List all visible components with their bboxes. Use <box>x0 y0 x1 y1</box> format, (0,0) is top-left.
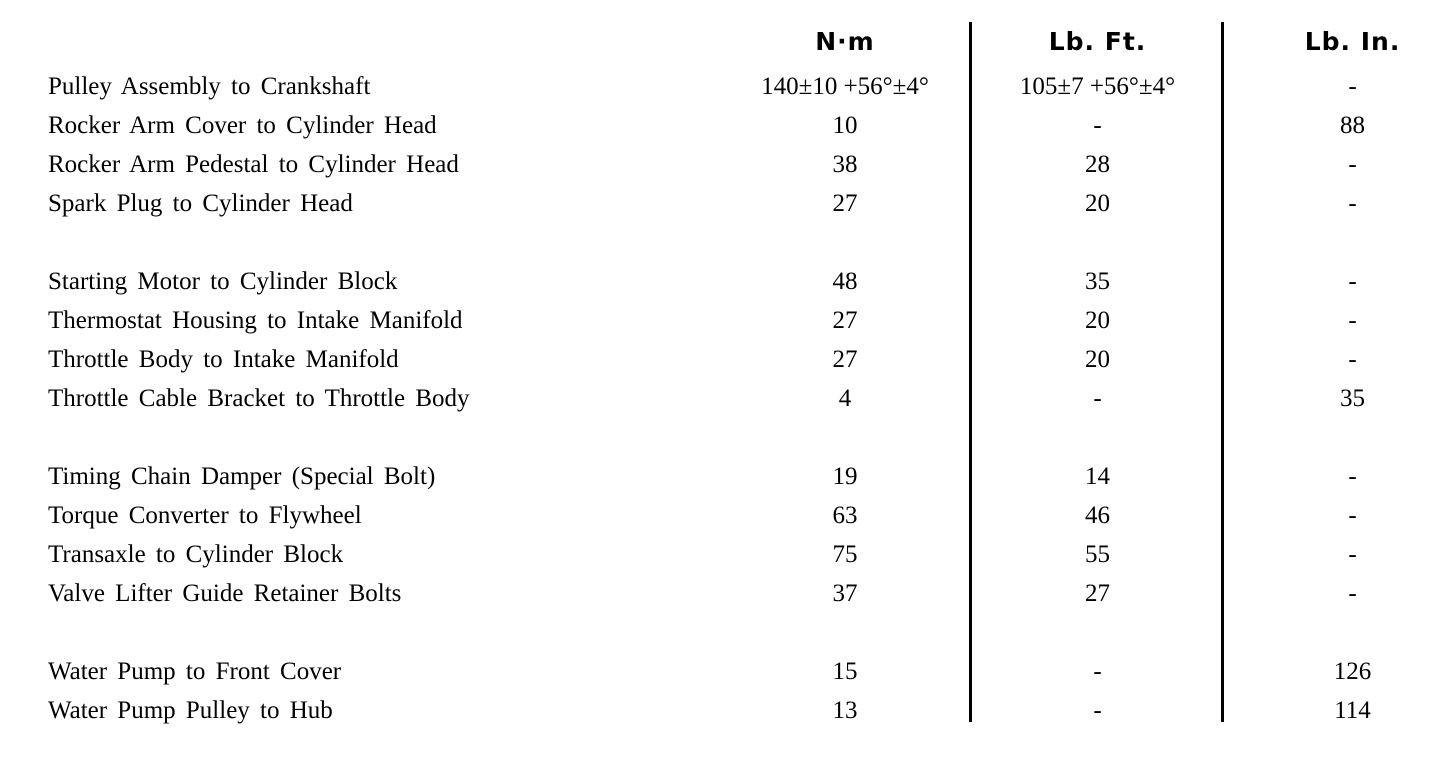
table-row <box>0 67 1456 106</box>
row-description: Valve Lifter Guide Retainer Bolts <box>48 580 402 607</box>
value-lbin: - <box>1348 463 1357 490</box>
row-description: Timing Chain Damper (Special Bolt) <box>48 463 436 490</box>
value-lbin: - <box>1348 541 1357 568</box>
value-nm: 37 <box>832 580 858 607</box>
torque-table <box>0 67 1456 730</box>
value-lbft: - <box>1093 697 1102 724</box>
value-lbft: 28 <box>1085 151 1110 178</box>
table-row <box>0 145 1456 184</box>
table-row <box>0 301 1456 340</box>
table-row <box>0 184 1456 223</box>
row-description: Throttle Body to Intake Manifold <box>48 346 399 373</box>
value-nm: 13 <box>832 697 858 724</box>
value-lbft: 20 <box>1085 346 1110 373</box>
value-nm: 140±10 +56°±4° <box>761 73 929 100</box>
group-spacer <box>0 418 1456 457</box>
value-lbft: 55 <box>1085 541 1110 568</box>
value-nm: 19 <box>832 463 858 490</box>
value-lbft: 20 <box>1085 190 1110 217</box>
header-lbin: Lb. In. <box>1304 27 1401 56</box>
row-description: Pulley Assembly to Crankshaft <box>48 73 371 100</box>
table-row <box>0 262 1456 301</box>
table-row <box>0 106 1456 145</box>
value-lbft: - <box>1093 112 1102 139</box>
table-row <box>0 574 1456 613</box>
value-nm: 10 <box>832 112 858 139</box>
value-nm: 75 <box>832 541 858 568</box>
row-description: Thermostat Housing to Intake Manifold <box>48 307 463 334</box>
row-description: Starting Motor to Cylinder Block <box>48 268 398 295</box>
row-description: Water Pump to Front Cover <box>48 658 342 685</box>
table-row <box>0 652 1456 691</box>
value-lbft: 20 <box>1085 307 1110 334</box>
table-row <box>0 379 1456 418</box>
value-lbin: - <box>1348 307 1357 334</box>
value-lbin: - <box>1348 580 1357 607</box>
value-lbft: 14 <box>1085 463 1110 490</box>
row-description: Throttle Cable Bracket to Throttle Body <box>48 385 470 412</box>
value-lbin: 114 <box>1334 697 1371 724</box>
value-nm: 38 <box>832 151 858 178</box>
value-lbin: - <box>1348 73 1357 100</box>
value-lbin: 88 <box>1340 112 1365 139</box>
group-spacer <box>0 223 1456 262</box>
value-nm: 48 <box>832 268 858 295</box>
header-nm: N·m <box>815 27 875 56</box>
value-lbin: 35 <box>1340 385 1365 412</box>
value-nm: 63 <box>832 502 858 529</box>
value-lbft: 46 <box>1085 502 1110 529</box>
value-nm: 15 <box>832 658 858 685</box>
row-description: Rocker Arm Pedestal to Cylinder Head <box>48 151 459 178</box>
value-nm: 27 <box>832 307 858 334</box>
group-spacer <box>0 613 1456 652</box>
header-lbft: Lb. Ft. <box>1048 27 1147 56</box>
table-row <box>0 535 1456 574</box>
value-nm: 27 <box>832 346 858 373</box>
table-row <box>0 340 1456 379</box>
value-lbin: - <box>1348 190 1357 217</box>
value-nm: 27 <box>832 190 858 217</box>
table-row <box>0 496 1456 535</box>
value-lbft: 27 <box>1085 580 1110 607</box>
value-lbin: 126 <box>1333 658 1372 685</box>
value-nm: 4 <box>838 385 852 412</box>
row-description: Rocker Arm Cover to Cylinder Head <box>48 112 437 139</box>
value-lbin: - <box>1348 502 1357 529</box>
value-lbft: - <box>1093 658 1102 685</box>
table-row <box>0 457 1456 496</box>
row-description: Spark Plug to Cylinder Head <box>48 190 353 217</box>
value-lbin: - <box>1348 151 1357 178</box>
value-lbft: 35 <box>1085 268 1110 295</box>
row-description: Torque Converter to Flywheel <box>48 502 362 529</box>
value-lbft: 105±7 +56°±4° <box>1019 73 1176 100</box>
row-description: Water Pump Pulley to Hub <box>48 697 333 724</box>
row-description: Transaxle to Cylinder Block <box>48 541 344 568</box>
value-lbft: - <box>1093 385 1102 412</box>
value-lbin: - <box>1348 268 1357 295</box>
table-row <box>0 691 1456 730</box>
value-lbin: - <box>1348 346 1357 373</box>
